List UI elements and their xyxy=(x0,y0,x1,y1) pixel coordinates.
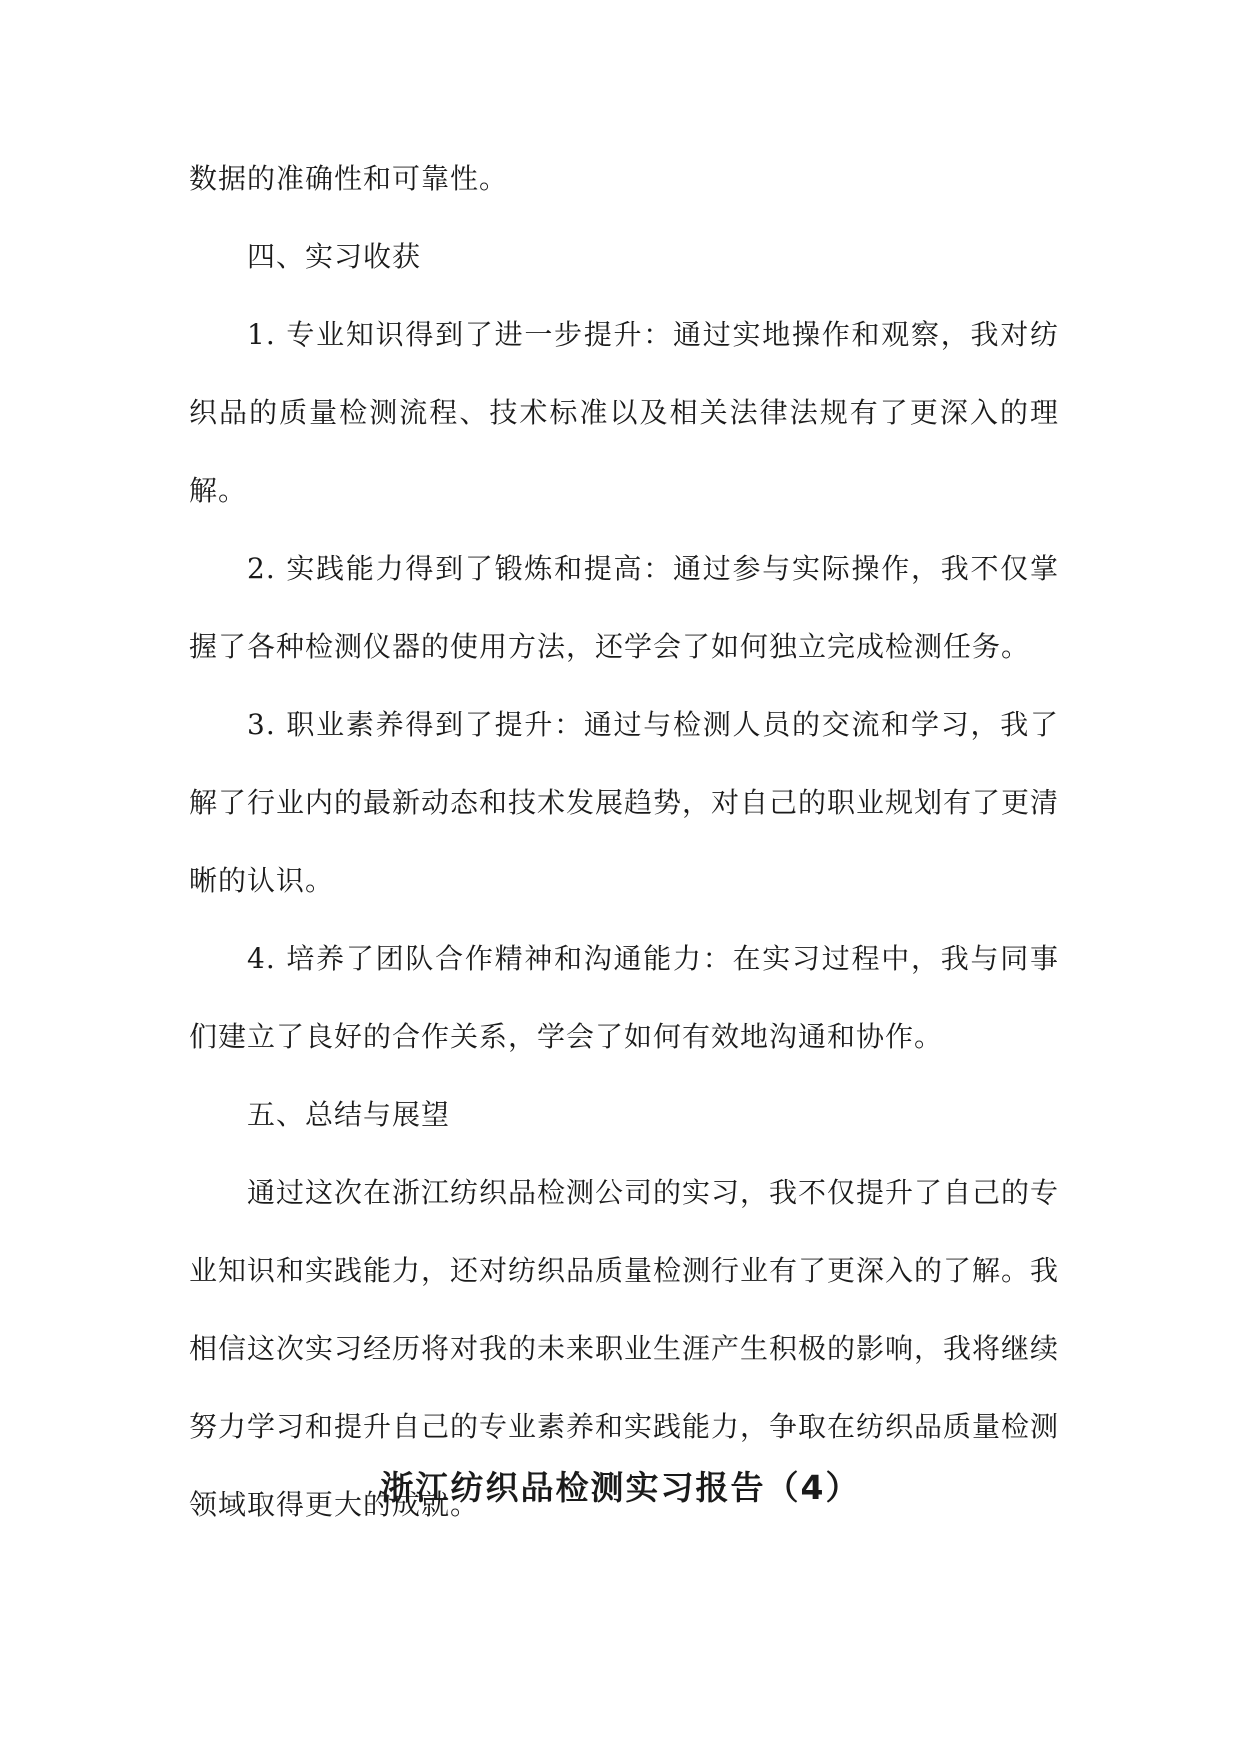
summary-paragraph: 通过这次在浙江纺织品检测公司的实习，我不仅提升了自己的专业知识和实践能力，还对纺织品质量检测行业有了更深入的了解。我相信这次实习经历将对我的未来职业生涯产生积极的影响，我将继续努力学习和提升自己的专业素养和实践能力，争取在纺织品质量检测领域取得更大的成就。 xyxy=(189,1176,1060,1521)
gain-item-4: 4. 培养了团队合作精神和沟通能力：在实习过程中，我与同事们建立了良好的合作关系，学会了如何有效地沟通和协作。 xyxy=(189,942,1059,1053)
section-heading-summary: 五、总结与展望 xyxy=(247,1098,451,1131)
section-heading-gains: 四、实习收获 xyxy=(247,240,422,273)
gain-item-2: 2. 实践能力得到了锻炼和提高：通过参与实际操作，我不仅掌握了各种检测仪器的使用方法，还学会了如何独立完成检测任务。 xyxy=(189,552,1059,663)
paragraph-continuation: 数据的准确性和可靠性。 xyxy=(189,162,509,195)
next-report-title: 浙江纺织品检测实习报告（4） xyxy=(380,1468,861,1507)
report-body xyxy=(189,140,1059,1544)
gain-item-3: 3. 职业素养得到了提升：通过与检测人员的交流和学习，我了解了行业内的最新动态和技术发展趋势，对自己的职业规划有了更清晰的认识。 xyxy=(189,708,1060,897)
gain-item-1: 1. 专业知识得到了进一步提升：通过实地操作和观察，我对纺织品的质量检测流程、技术标准以及相关法律法规有了更深入的理解。 xyxy=(189,318,1059,507)
